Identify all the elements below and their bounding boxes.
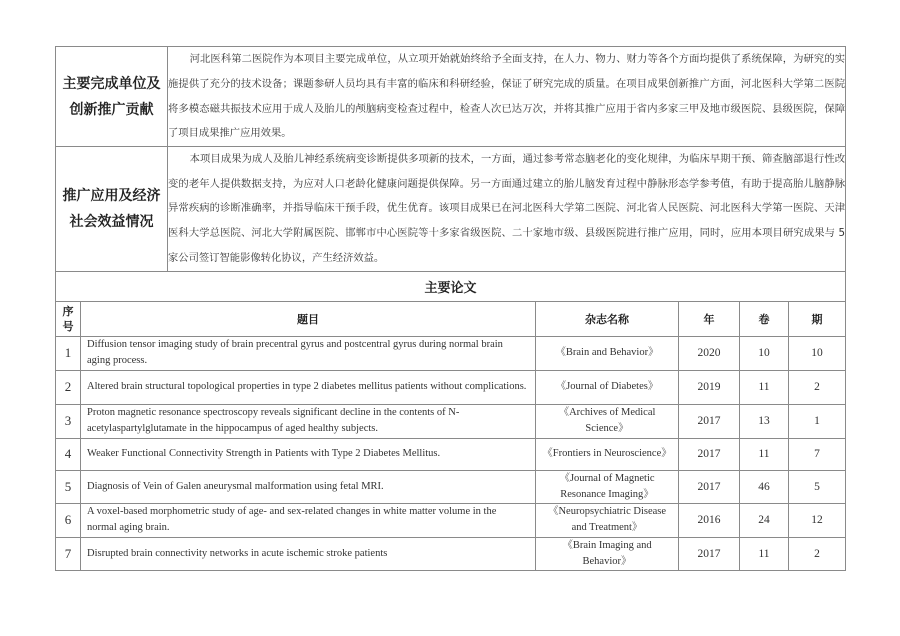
paper-journal: 《Journal of Magnetic Resonance Imaging》 [536, 470, 679, 503]
paper-issue: 2 [789, 370, 846, 404]
paper-title: Disrupted brain connectivity networks in acute ischemic stroke patients [81, 537, 536, 570]
paper-title: Altered brain structural topological properties in type 2 diabetes mellitus patients without complications. [81, 370, 536, 404]
paper-title: Proton magnetic resonance spectroscopy reveals significant decline in the contents of N-acetylaspartylglutamate in the hippocampus of aged healthy subjects. [81, 404, 536, 438]
paper-issue: 1 [789, 404, 846, 438]
section-body-benefits [168, 147, 846, 272]
paper-year: 2017 [679, 470, 740, 503]
table-row [56, 503, 846, 537]
paper-no: 7 [56, 537, 81, 570]
paper-issue: 12 [789, 503, 846, 537]
section-body-contribution [168, 47, 846, 147]
paper-journal: 《Brain and Behavior》 [536, 336, 679, 370]
header-no-line: 号 [62, 319, 74, 333]
paper-year: 2017 [679, 537, 740, 570]
paper-no: 4 [56, 438, 81, 470]
header-no [56, 301, 81, 336]
paper-journal: 《Brain Imaging and Behavior》 [536, 537, 679, 570]
section-label-line: 创新推广贡献 [69, 101, 154, 118]
table-row [56, 404, 846, 438]
papers-title-row [56, 271, 846, 301]
paper-journal: 《Journal of Diabetes》 [536, 370, 679, 404]
paper-no: 2 [56, 370, 81, 404]
header-title: 题目 [81, 301, 536, 336]
header-issue: 期 [789, 301, 846, 336]
achievement-table [55, 46, 846, 571]
paper-volume: 24 [740, 503, 789, 537]
paper-no: 6 [56, 503, 81, 537]
paper-no: 1 [56, 336, 81, 370]
table-row [56, 537, 846, 570]
section-label-contribution [56, 47, 168, 147]
paper-year: 2020 [679, 336, 740, 370]
paper-year: 2017 [679, 438, 740, 470]
paper-volume: 13 [740, 404, 789, 438]
section-row-contribution [56, 47, 846, 147]
paper-journal: 《Frontiers in Neuroscience》 [536, 438, 679, 470]
section-label-line: 主要完成单位及 [62, 75, 161, 92]
paper-title: Diagnosis of Vein of Galen aneurysmal malformation using fetal MRI. [81, 470, 536, 503]
paper-title: Weaker Functional Connectivity Strength in Patients with Type 2 Diabetes Mellitus. [81, 438, 536, 470]
paper-issue: 5 [789, 470, 846, 503]
papers-title: 主要论文 [56, 271, 846, 301]
paper-issue: 7 [789, 438, 846, 470]
header-journal: 杂志名称 [536, 301, 679, 336]
section-row-benefits [56, 147, 846, 272]
paper-rows [56, 336, 846, 570]
paper-issue: 2 [789, 537, 846, 570]
paper-no: 5 [56, 470, 81, 503]
section-label-line: 推广应用及经济 [62, 187, 161, 204]
paper-volume: 11 [740, 438, 789, 470]
paper-year: 2017 [679, 404, 740, 438]
paper-year: 2016 [679, 503, 740, 537]
header-volume: 卷 [740, 301, 789, 336]
paper-volume: 46 [740, 470, 789, 503]
paper-journal: 《Archives of Medical Science》 [536, 404, 679, 438]
table-row [56, 370, 846, 404]
table-row [56, 336, 846, 370]
paper-journal: 《Neuropsychiatric Disease and Treatment》 [536, 503, 679, 537]
table-row [56, 438, 846, 470]
paper-year: 2019 [679, 370, 740, 404]
table-row [56, 470, 846, 503]
section-paragraph: 河北医科第二医院作为本项目主要完成单位，从立项开始就始终给予全面支持，在人力、物力、财力等各个方面均提供了系统保障，为研究的实施提供了充分的技术设备；课题参研人员均具有丰富的临床和科研经验，保证了研究完成的质量。在项目成果创新推广方面，河北医科大学第二医院将多模态磁共振技术应用于成人及胎儿的颅脑病变检查过程中，检查人次已达万次，并将其推广应用于省内多家三甲及地市级医院、县级医院，保障了项目成果推广应用效果。 [168, 53, 846, 140]
paper-title: A voxel-based morphometric study of age- and sex-related changes in white matter volume in the normal aging brain. [81, 503, 536, 537]
section-label-benefits [56, 147, 168, 272]
paper-volume: 11 [740, 537, 789, 570]
section-paragraph: 本项目成果为成人及胎儿神经系统病变诊断提供多项新的技术，一方面，通过参考常态脑老化的变化规律，为临床早期干预、筛查脑部退行性改变的老年人提供数据支持，为应对人口老龄化健康问题提供保障。另一方面通过建立的胎儿脑发育过程中静脉形态学参考值，有助于提高胎儿脑静脉异常疾病的诊断准确率，并指导临床干预手段，优生优育。该项目成果已在河北医科大学第二医院、河北省人民医院、河北医科大学第一医院、天津医科大学总医院、河北大学附属医院、邯郸市中心医院等十多家省级医院、二十家地市级、县级医院进行推广应用，同时，应用本项目研究成果与 5 家公司签订智能影像转化协议，产生经济效益。 [168, 153, 846, 264]
paper-volume: 10 [740, 336, 789, 370]
paper-no: 3 [56, 404, 81, 438]
header-no-line: 序 [62, 304, 74, 318]
paper-volume: 11 [740, 370, 789, 404]
paper-issue: 10 [789, 336, 846, 370]
section-label-line: 社会效益情况 [69, 213, 154, 230]
header-year: 年 [679, 301, 740, 336]
paper-title: Diffusion tensor imaging study of brain precentral gyrus and postcentral gyrus during normal brain aging process. [81, 336, 536, 370]
papers-header-row [56, 301, 846, 336]
